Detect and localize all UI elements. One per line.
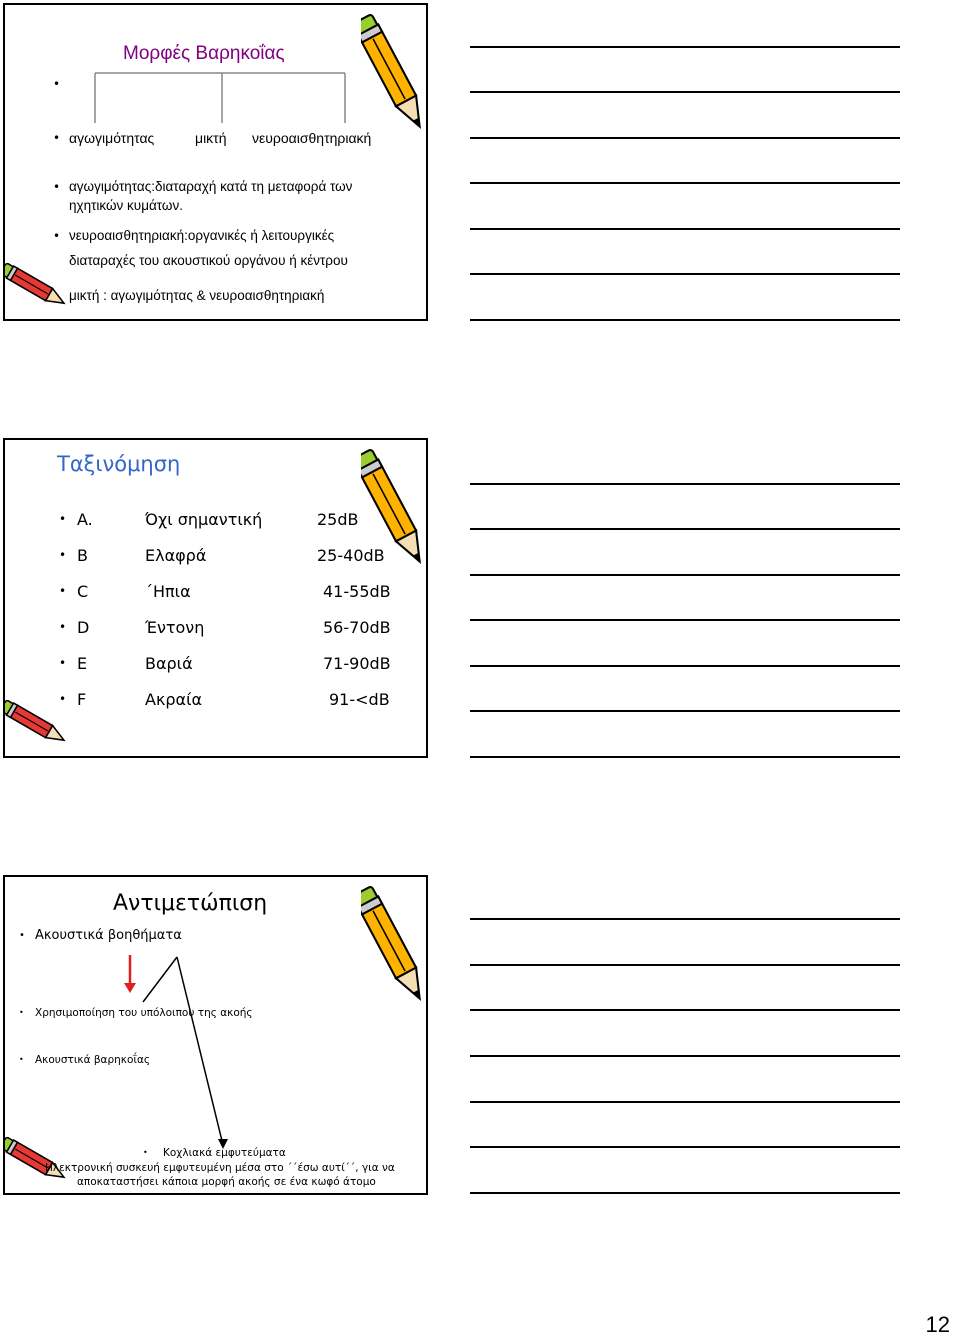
page-number: 12	[925, 1312, 950, 1337]
slide-antimetopisi	[3, 875, 428, 1195]
slide-title: Ταξινόμηση	[57, 452, 181, 476]
row-grade: E	[77, 654, 88, 673]
slide-taxinomisi	[3, 438, 428, 758]
bullet: •	[59, 512, 67, 526]
definition-conductive: αγωγιμότητας:διαταραχή κατά τη μεταφορά των	[69, 179, 353, 194]
definition-mixed: μικτή : αγωγιμότητας & νευροαισθητηριακή	[69, 288, 325, 303]
branch-sensorineural: νευροαισθητηριακή	[252, 130, 372, 146]
row-range: 91-<dB	[329, 690, 390, 709]
bullet: •	[59, 584, 67, 598]
row-range: 25dB	[317, 510, 359, 529]
row-label: ΄Ηπια	[145, 582, 191, 601]
row-range: 41-55dB	[323, 582, 391, 601]
row-grade: B	[77, 546, 88, 565]
row-range: 25-40dB	[317, 546, 385, 565]
item-hearing-aid-devices: Ακουστικά βαρηκοΐας	[35, 1054, 151, 1066]
item-residual-hearing: Χρησιμοποίηση του υπόλοιπου της ακοής	[35, 1007, 253, 1019]
branch-conductive: αγωγιμότητας	[69, 130, 155, 146]
bullet: •	[53, 131, 61, 145]
item-hearing-aids: Ακουστικά βοηθήματα	[35, 928, 182, 943]
bullet: •	[143, 1148, 148, 1157]
slide-morfes-varikoias	[3, 3, 428, 321]
bullet: •	[59, 692, 67, 706]
row-grade: A.	[77, 510, 93, 529]
bullet: •	[53, 77, 61, 91]
row-range: 56-70dB	[323, 618, 391, 637]
cochlear-description: Ηλεκτρονική συσκευή εμφυτευμένη μέσα στο ΄΄έσω αυτί΄΄, για να	[45, 1162, 395, 1174]
row-label: Ακραία	[145, 690, 203, 709]
bullet: •	[19, 930, 25, 941]
row-label: Ελαφρά	[145, 546, 207, 565]
row-label: Βαριά	[145, 654, 193, 673]
bullet: •	[53, 180, 61, 194]
bullet: •	[19, 1008, 24, 1017]
bullet: •	[19, 1055, 24, 1064]
branch-lines	[65, 69, 365, 125]
pencil-icon	[361, 7, 423, 142]
slide-title: Αντιμετώπιση	[113, 891, 268, 916]
row-range: 71-90dB	[323, 654, 391, 673]
definition-conductive-cont: ηχητικών κυμάτων.	[69, 198, 183, 213]
row-grade: F	[77, 690, 87, 709]
slide-title: Μορφές Βαρηκοΐας	[123, 43, 285, 64]
row-grade: C	[77, 582, 89, 601]
row-grade: D	[77, 618, 90, 637]
definition-sensorineural: νευροαισθητηριακή:οργανικές ή λειτουργικές	[69, 228, 335, 243]
item-cochlear-implants: Κοχλιακά εμφυτεύματα	[163, 1147, 286, 1159]
bullet: •	[53, 229, 61, 243]
bullet: •	[59, 620, 67, 634]
bullet: •	[59, 548, 67, 562]
row-label: Όχι σημαντική	[145, 510, 263, 529]
pencil-icon	[3, 255, 69, 315]
branch-mixed: μικτή	[195, 130, 227, 146]
bullet: •	[59, 656, 67, 670]
row-label: Έντονη	[145, 618, 205, 637]
cochlear-description-cont: αποκαταστήσει κάποια μορφή ακοής σε ένα κωφό άτομο	[77, 1176, 376, 1188]
definition-sensorineural-cont: διαταραχές του ακουστικού οργάνου ή κέντρου	[69, 253, 348, 268]
